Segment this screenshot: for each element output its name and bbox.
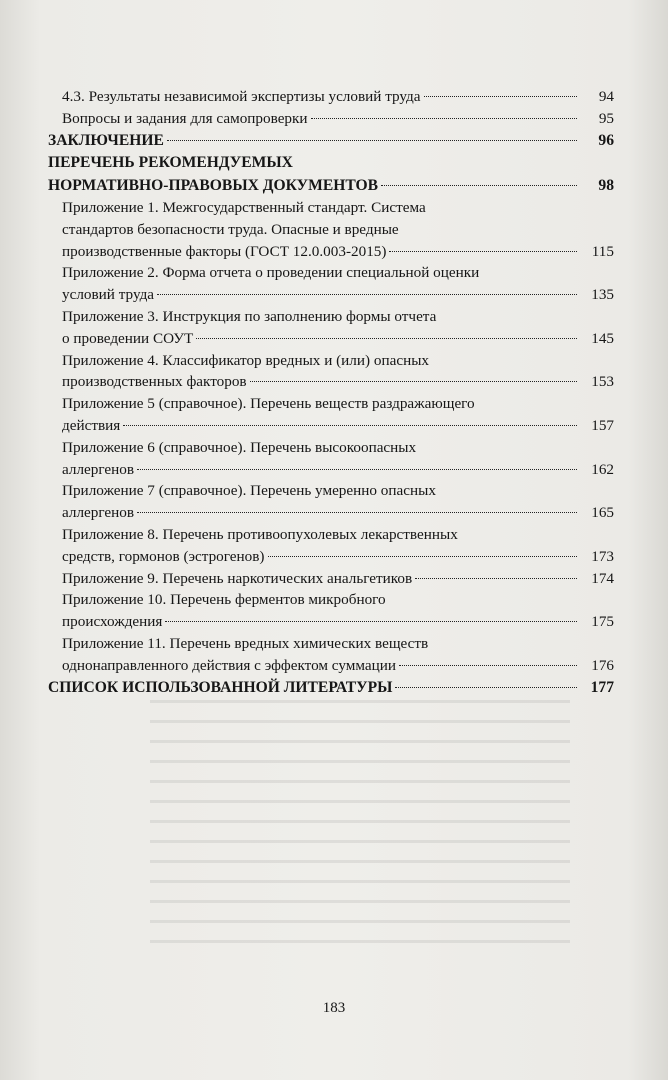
toc-entry [48, 437, 614, 481]
toc-entry-line [62, 328, 580, 350]
dot-leader [157, 294, 577, 295]
dot-leader [137, 469, 577, 470]
toc-entry [48, 524, 614, 568]
toc-entry-line [62, 393, 580, 415]
dot-leader [167, 140, 577, 141]
dot-leader [389, 251, 577, 252]
toc-entry-line [62, 262, 580, 284]
toc-entry [48, 152, 614, 197]
toc-entry-line [62, 546, 580, 568]
toc-entry-text: о проведении СОУТ [62, 329, 194, 347]
dot-leader [399, 665, 577, 666]
toc-entry [48, 197, 614, 262]
toc-entry-line [62, 350, 580, 372]
toc-entry-text: Приложение 6 (справочное). Перечень высокоопасных [62, 438, 417, 456]
toc-entry-text: Приложение 5 (справочное). Перечень веществ раздражающего [62, 395, 475, 413]
toc-page-number: 95 [598, 109, 614, 127]
toc-page-number: 153 [591, 373, 614, 391]
toc-entry-text: 4.3. Результаты независимой экспертизы условий труда [62, 88, 421, 105]
toc-page-number: 173 [591, 547, 614, 565]
toc-entry [48, 130, 614, 153]
toc-entry-line [62, 371, 580, 393]
toc-entry-text: Приложение 4. Классификатор вредных и (или) опасных [62, 351, 429, 369]
toc-entry [48, 108, 614, 130]
page-number: 183 [322, 1000, 346, 1016]
toc-entry-text: аллергенов [62, 504, 135, 522]
toc-page-number: 115 [591, 242, 614, 260]
toc-entry [48, 677, 614, 700]
toc-entry-line [62, 524, 580, 546]
toc-page-number: 177 [590, 678, 614, 696]
toc-page-number: 135 [591, 286, 614, 304]
toc-page-number: 96 [598, 131, 614, 149]
dot-leader [268, 556, 578, 557]
toc-entry-line [62, 415, 580, 437]
toc-entry-text: ПЕРЕЧЕНЬ РЕКОМЕНДУЕМЫХ [48, 154, 293, 172]
toc-entry-line [62, 241, 580, 263]
toc-entry [48, 568, 614, 590]
toc-entry-text: Приложение 9. Перечень наркотических анальгетиков [62, 569, 413, 587]
toc-page-number: 162 [591, 460, 614, 478]
toc-entry-line [62, 284, 580, 306]
bleed-through-text [150, 700, 570, 960]
toc-entry [48, 86, 614, 108]
toc-entry-text: стандартов безопасности труда. Опасные и вредные [62, 220, 399, 238]
toc-entry-line [48, 677, 580, 700]
dot-leader [311, 118, 577, 119]
toc-entry-text: средств, гормонов (эстрогенов) [62, 547, 265, 565]
toc-entry-line [62, 306, 580, 328]
dot-leader [395, 687, 577, 688]
toc-entry-line [62, 197, 580, 219]
toc-entry-text: действия [62, 417, 121, 435]
toc-entry-line [48, 175, 580, 198]
toc-entry-text: ЗАКЛЮЧЕНИЕ [48, 131, 164, 149]
toc-entry-line [62, 219, 580, 241]
toc-entry-line [62, 459, 580, 481]
toc-entry-text: Приложение 7 (справочное). Перечень умеренно опасных [62, 482, 436, 500]
table-of-contents [48, 86, 614, 699]
dot-leader [196, 338, 577, 339]
toc-entry-text: Приложение 2. Форма отчета о проведении специальной оценки [62, 264, 480, 282]
toc-entry-text: происхождения [62, 613, 163, 631]
toc-page-number: 98 [598, 176, 614, 194]
toc-entry [48, 393, 614, 437]
toc-entry-line [62, 108, 580, 130]
toc-entry [48, 262, 614, 306]
toc-entry-text: СПИСОК ИСПОЛЬЗОВАННОЙ ЛИТЕРАТУРЫ [48, 678, 393, 696]
toc-page-number: 174 [591, 569, 614, 587]
toc-entry-text: производственных факторов [62, 373, 247, 391]
toc-entry-text: НОРМАТИВНО-ПРАВОВЫХ ДОКУМЕНТОВ [48, 176, 379, 194]
dot-leader [250, 381, 577, 382]
toc-entry-line [62, 655, 580, 677]
toc-entry-line [62, 437, 580, 459]
toc-entry-text: Вопросы и задания для самопроверки [62, 109, 308, 127]
toc-entry-line [62, 480, 580, 502]
toc-entry [48, 306, 614, 350]
toc-entry-line [62, 86, 580, 108]
toc-entry [48, 633, 614, 677]
toc-entry-text: производственные факторы (ГОСТ 12.0.003-2015) [62, 242, 387, 260]
toc-entry-text: Приложение 1. Межгосударственный стандарт. Система [62, 199, 426, 217]
toc-entry [48, 589, 614, 633]
toc-entry-line [62, 633, 580, 655]
toc-entry-text: Приложение 8. Перечень противоопухолевых лекарственных [62, 526, 458, 544]
toc-entry-line [48, 152, 580, 175]
toc-entry-text: условий труда [62, 286, 155, 304]
toc-entry-text: Приложение 3. Инструкция по заполнению формы отчета [62, 308, 437, 326]
dot-leader [424, 96, 577, 97]
dot-leader [123, 425, 577, 426]
toc-entry-line [62, 589, 580, 611]
toc-entry-line [62, 611, 580, 633]
toc-entry-line [62, 502, 580, 524]
toc-entry-line [62, 568, 580, 590]
toc-page-number: 145 [591, 329, 614, 347]
toc-entry-text: Приложение 10. Перечень ферментов микробного [62, 591, 386, 609]
toc-page-number: 175 [591, 613, 614, 631]
toc-page-number: 94 [598, 88, 614, 105]
toc-page-number: 176 [591, 656, 614, 674]
toc-page-number: 157 [591, 417, 614, 435]
toc-entry [48, 480, 614, 524]
toc-entry [48, 350, 614, 394]
dot-leader [381, 185, 577, 186]
toc-entry-text: однонаправленного действия с эффектом суммации [62, 656, 396, 674]
dot-leader [137, 512, 577, 513]
dot-leader [165, 621, 577, 622]
toc-entry-text: аллергенов [62, 460, 135, 478]
toc-entry-text: Приложение 11. Перечень вредных химических веществ [62, 635, 429, 653]
toc-page-number: 165 [591, 504, 614, 522]
dot-leader [415, 578, 577, 579]
toc-entry-line [48, 130, 580, 153]
